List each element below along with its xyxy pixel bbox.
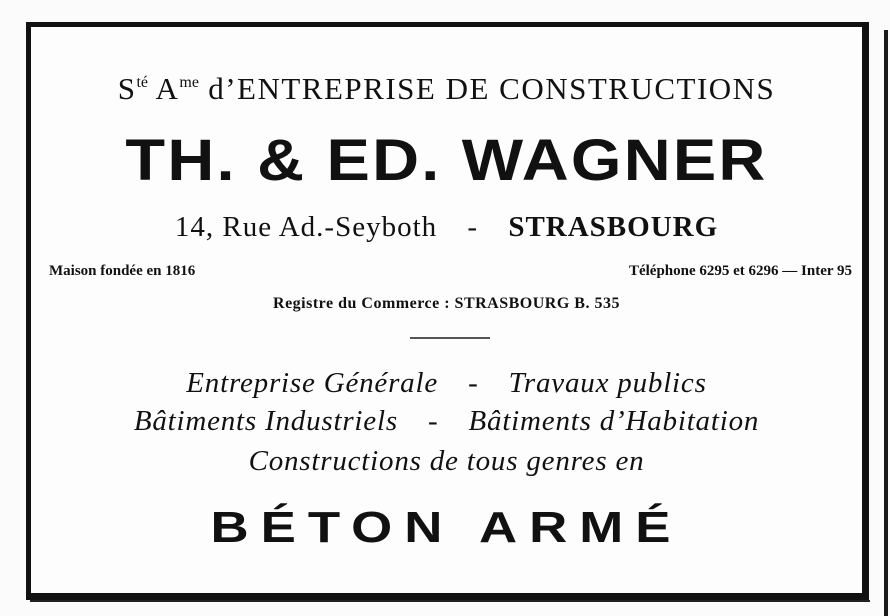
- advertisement-frame: [26, 22, 869, 600]
- activities-line-1: [31, 367, 862, 400]
- phone-text: Téléphone 6295 et 6296 — Inter 95: [628, 263, 852, 279]
- divider: [410, 337, 490, 339]
- registry-text: Registre du Commerce : STRASBOURG B. 535: [273, 295, 620, 312]
- company-type-a-sup: me: [179, 74, 199, 91]
- company-name: TH. & ED. WAGNER: [125, 128, 768, 193]
- scan-edge-bottom: [30, 600, 870, 602]
- founded-text: Maison fondée en 1816: [49, 263, 196, 279]
- company-type-text: d’ENTREPRISE DE CONSTRUCTIONS: [198, 71, 776, 106]
- company-type-s-sup: té: [136, 74, 148, 91]
- company-type-s: S: [117, 71, 137, 106]
- address-city: STRASBOURG: [508, 211, 719, 243]
- activity-separator-1: -: [468, 367, 479, 399]
- activity-separator-2: -: [427, 405, 439, 437]
- address-separator: -: [467, 211, 479, 243]
- address-street: 14, Rue Ad.-Seyboth: [174, 211, 438, 243]
- activity-industrial: Bâtiments Industriels: [133, 405, 398, 437]
- activity-public-works: Travaux publics: [508, 367, 707, 399]
- address-line: [31, 211, 862, 244]
- activity-residential: Bâtiments d’Habitation: [468, 405, 760, 437]
- activities-line-3: Constructions de tous genres en: [248, 445, 645, 477]
- activities-line-2: [31, 405, 862, 438]
- activity-general: Entreprise Générale: [186, 367, 438, 399]
- company-type-a: A: [147, 71, 180, 106]
- specialty-heading: BÉTON ARMÉ: [210, 503, 683, 552]
- company-type-heading: [31, 71, 862, 107]
